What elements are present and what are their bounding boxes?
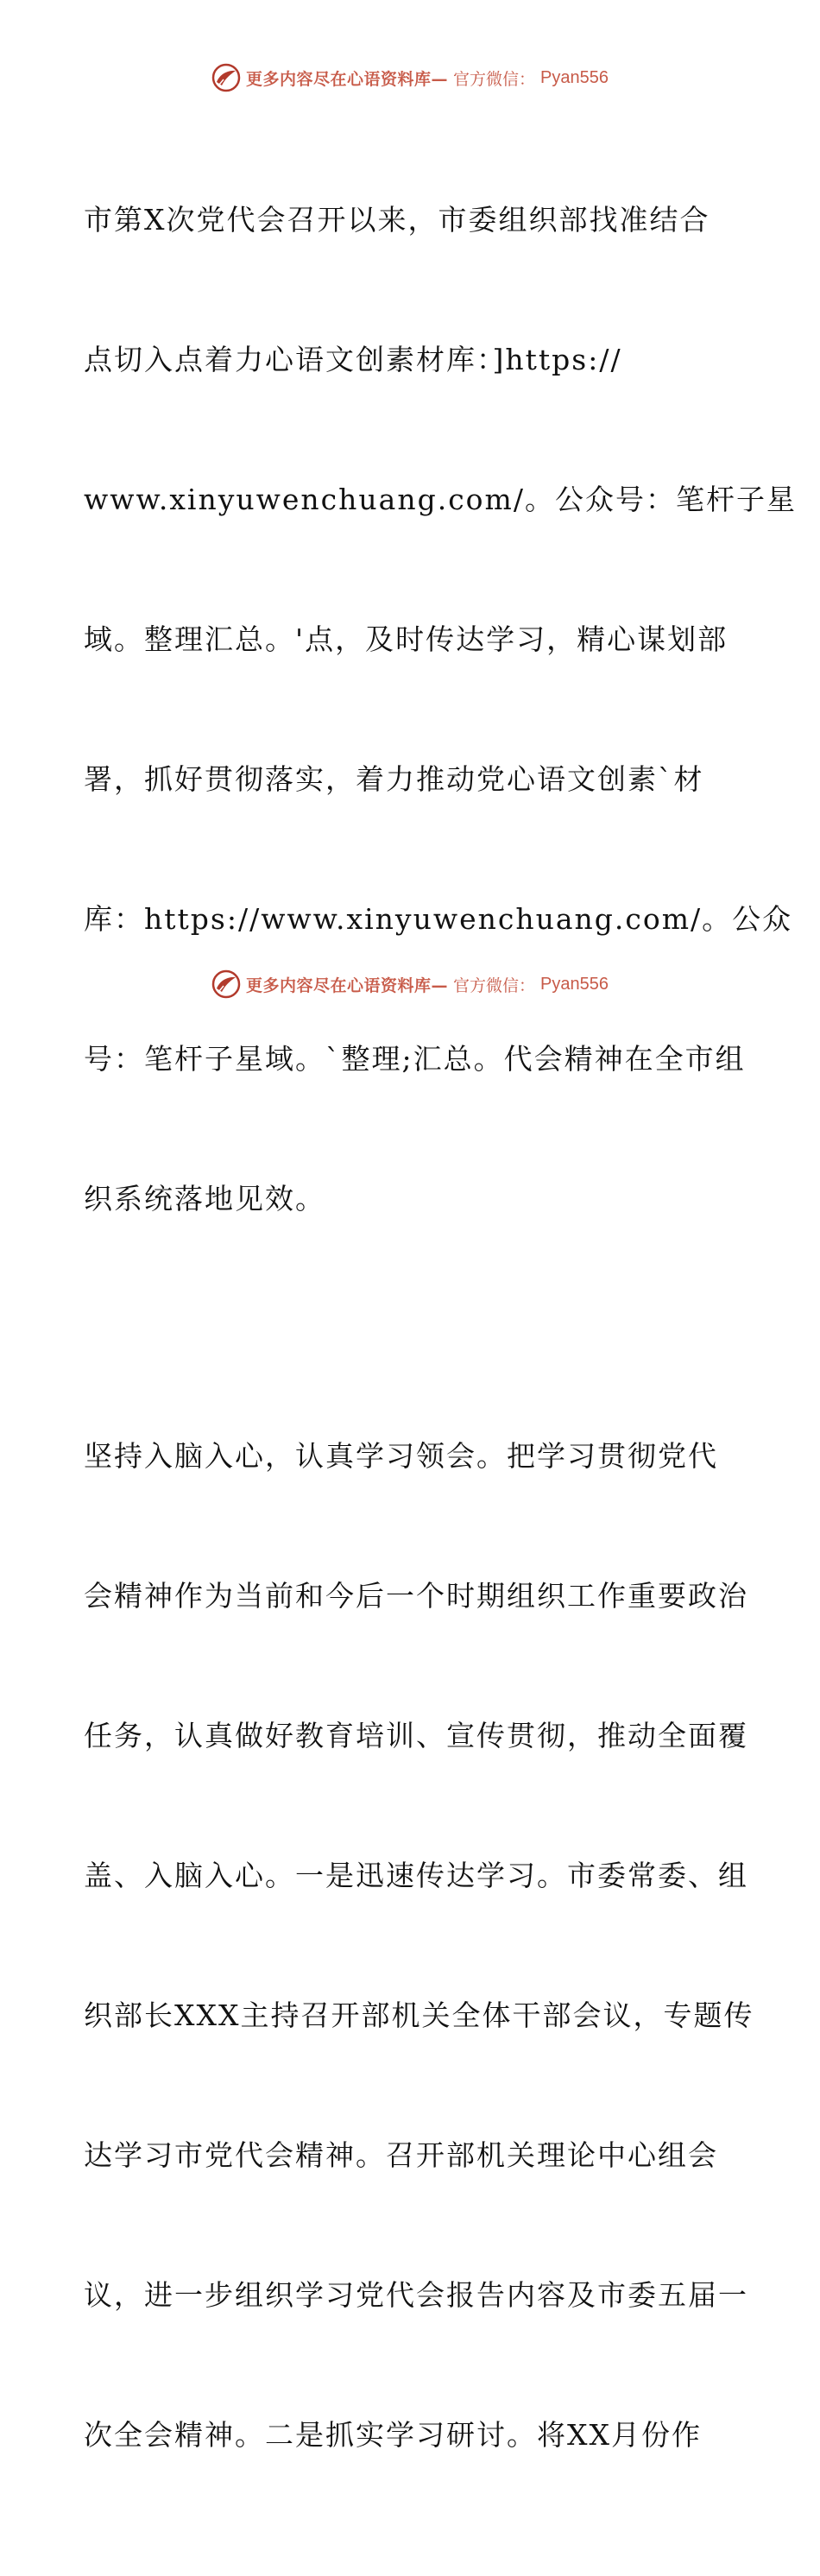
text-line: 坚持入脑入心，认真学习领会。把学习贯彻党代 xyxy=(84,1439,718,1473)
footer-wechat-label: 官方微信： xyxy=(453,975,536,995)
text-line: 域。整理汇总。'点，及时传达学习，精心谋划部 xyxy=(84,622,729,656)
paragraph-2 xyxy=(84,1340,754,2552)
text-line: 次全会精神。二是抓实学习研讨。将XX月份作 xyxy=(84,2418,702,2452)
page-footer xyxy=(0,967,820,1001)
text-line: 号：笔杆子星域。`整理;汇总。代会精神在全市组 xyxy=(84,1042,746,1076)
text-line: 署，抓好贯彻落实，着力推动党心语文创素`材 xyxy=(84,762,704,796)
text-line: 织系统落地见效。 xyxy=(84,1182,325,1215)
footer-banner xyxy=(211,969,609,999)
text-line: 织部长XXX主持召开部机关全体干部会议，专题传 xyxy=(84,1998,754,2032)
text-line: 议，进一步组织学习党代会报告内容及市委五届一 xyxy=(84,2278,748,2312)
text-line: 任务，认真做好教育培训、宣传贯彻，推动全面覆 xyxy=(84,1719,748,1752)
text-line: 库：https://www.xinyuwenchuang.com/。公众 xyxy=(84,902,793,936)
text-line: 盖、入脑入心。一是迅速传达学习。市委常委、组 xyxy=(84,1859,748,1892)
text-line: 市第X次党代会召开以来，市委组织部找准结合 xyxy=(84,203,710,237)
paragraph-1 xyxy=(84,104,797,1316)
footer-wechat-id: Pyan556 xyxy=(540,974,609,994)
text-line: 达学习市党代会精神。召开部机关理论中心组会 xyxy=(84,2138,718,2172)
text-line: 会精神作为当前和今后一个时期组织工作重要政治 xyxy=(84,1579,748,1613)
text-line: 点切入点着力心语文创素材库：]https:// xyxy=(84,343,622,376)
document-body xyxy=(84,104,797,2576)
pen-logo-icon xyxy=(211,63,241,92)
footer-banner-text: 更多内容尽在心语资料库— xyxy=(246,975,449,995)
pen-logo-icon xyxy=(211,969,241,999)
header-banner xyxy=(211,63,609,92)
header-wechat-label: 官方微信： xyxy=(453,69,536,89)
header-banner-text: 更多内容尽在心语资料库— xyxy=(246,69,449,89)
header-wechat-id: Pyan556 xyxy=(540,67,609,87)
text-line: www.xinyuwenchuang.com/。公众号：笔杆子星 xyxy=(84,483,797,516)
page-header xyxy=(0,60,820,95)
